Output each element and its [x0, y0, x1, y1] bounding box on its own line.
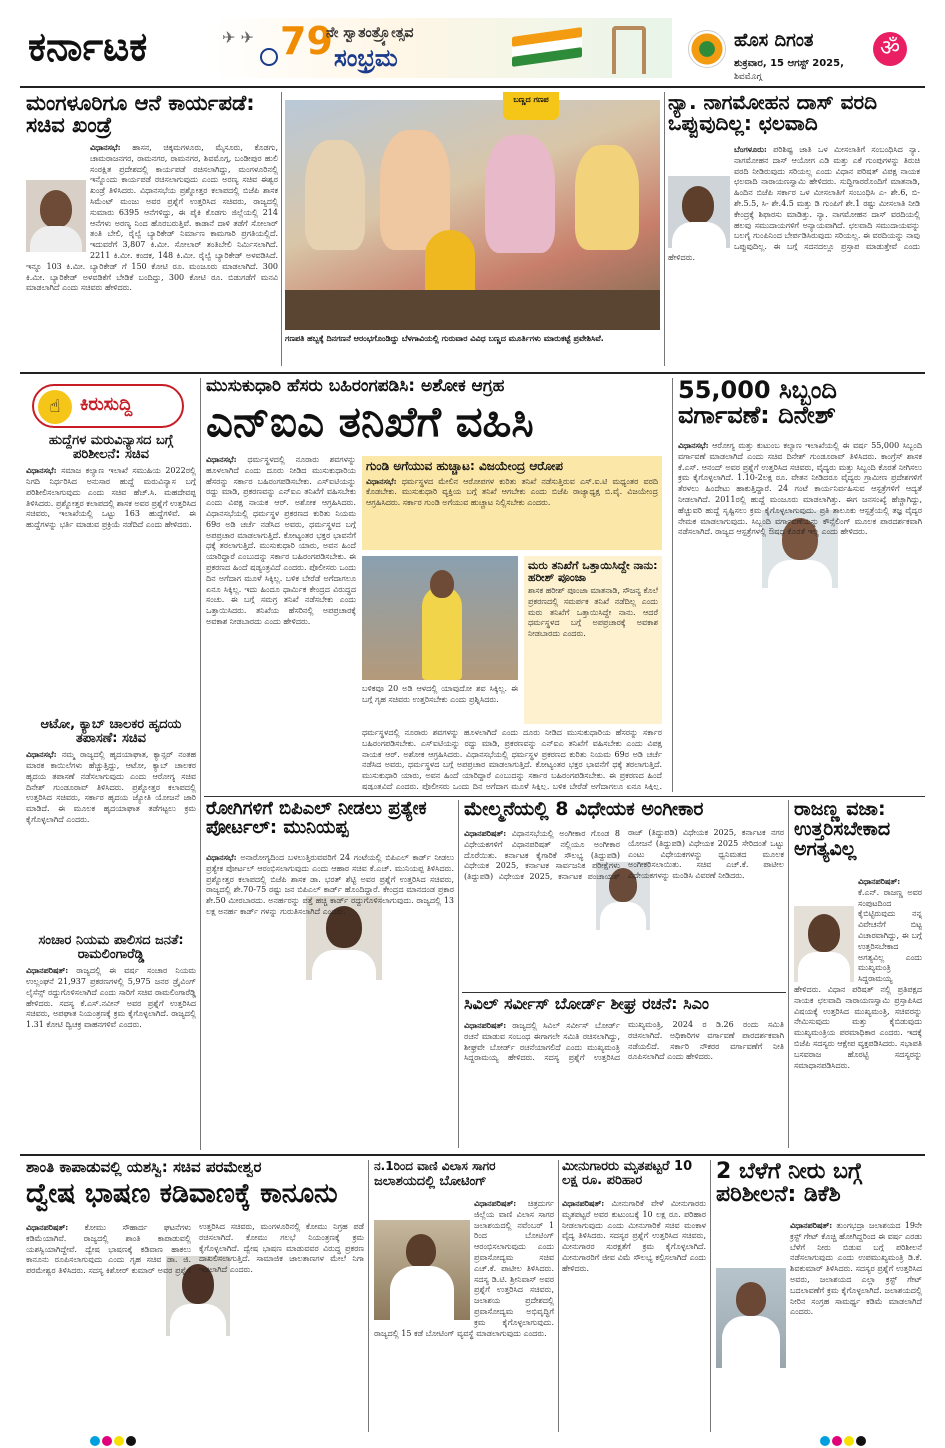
reg-dot-black-2 — [856, 1436, 866, 1446]
bills-body — [464, 828, 784, 988]
brief3-dateline: ವಿಧಾನಪರಿಷತ್: — [26, 965, 69, 976]
dks-headline: 2 ಬೆಳೆಗೆ ನೀರು ಬಗ್ಗೆ ಪರಿಶೀಲನೆ: ಡಿಕೆಶಿ — [716, 1159, 862, 1208]
col-rule-h — [558, 1160, 559, 1432]
hand-point-icon: ☝ — [38, 390, 72, 424]
col-rule-d — [672, 378, 673, 792]
bpl-dateline: ವಿಧಾನಸಭೆ: — [206, 852, 237, 862]
story-dinesh — [678, 378, 922, 792]
ganesha-idols-photo — [285, 100, 660, 330]
punja-box — [524, 556, 662, 724]
brief-item-1 — [26, 434, 196, 694]
lead-box-dateline: ವಿಧಾನಸಭೆ: — [366, 475, 397, 486]
lead-dateline: ವಿಧಾನಸಭೆ: — [206, 454, 237, 464]
story-civil-board — [464, 996, 784, 1148]
parameshwar-dateline: ವಿಧಾನಪರಿಷತ್: — [26, 1222, 69, 1232]
parameshwar-headline: ದ್ವೇಷ ಭಾಷಣ ಕಡಿವಾಣಕ್ಕೆ ಕಾನೂನು — [26, 1177, 338, 1209]
vanivilas-body — [374, 1198, 554, 1430]
story-rajanna — [794, 800, 922, 1148]
row2-rule — [204, 796, 925, 797]
col-rule-a — [281, 92, 282, 366]
brief-item-3 — [26, 934, 196, 1148]
brief2-text: ನಮ್ಮ ರಾಜ್ಯದಲ್ಲಿ ಹೃದಯಾಘಾತ, ಕ್ಯಾನ್ಸರ್ ನಂತಹ ಮಾರಕ ಕಾಯಿಲೆಗಳು ಹೆಚ್ಚುತ್ತಿದ್ದು, ಆಟೋ, ಕ್ಯಾಬ್ ಚಾಲಕರ ಹೃದಯ ತಪಾಸಣೆ ನಡೆಸಲಾಗುವುದು ಎಂದು ಆರೋಗ್ಯ ಸಚಿವ ದಿನೇಶ್ ಗುಂಡೂರಾವ್ ತಿಳಿಸಿದರು. ಪ್ರಶ್ನೋತ್ತರ ಕಲಾಪದಲ್ಲಿ ಉತ್ತರಿಸಿದ ಸಚಿವರು, ಸರ್ಕಾರ ಹೃದಯ ಜ್ಯೋತಿ ಯೋಜನೆ ಜಾರಿ ಮಾಡಿದೆ. ಈ ಮೂಲಕ ಹೃದಯಾಘಾತ ತಡೆಗಟ್ಟಲು ಕ್ರಮ ಕೈಗೊಳ್ಳಲಾಗಿದೆ ಎಂದರು. — [26, 750, 196, 825]
jet-icon: ✈ ✈ — [222, 28, 254, 47]
fishermen-dateline: ವಿಧಾನಪರಿಷತ್: — [562, 1198, 605, 1208]
parameshwar-body — [26, 1222, 364, 1430]
vanivilas-headline: ಜಲಾಶಯದಲ್ಲಿ ಬೋಟಿಂಗ್ — [374, 1173, 487, 1189]
rajanna-headline: ರಾಜಣ್ಣ ವಜಾ: ಉತ್ತರಿಸಬೇಕಾದ ಅಗತ್ಯವಿಲ್ಲ — [794, 798, 891, 860]
col-rule-g — [368, 1160, 369, 1432]
bills-dateline: ವಿಧಾನಪರಿಷತ್: — [464, 828, 507, 838]
publication-date: ಶುಕ್ರವಾರ, 15 ಆಗಸ್ಟ್ 2025, — [734, 58, 844, 69]
lead-text: ಧರ್ಮಸ್ಥಳದಲ್ಲಿ ನೂರಾರು ಶವಗಳನ್ನು ಹೂಳಲಾಗಿದೆ ಎಂದು ದೂರು ನೀಡಿದ ಮುಸುಕುಧಾರಿಯ ಹೆಸರನ್ನು ಸರ್ಕಾರ ಬಹಿರಂಗಪಡಿಸಬೇಕು. ಎಸ್ಐಟಿಯನ್ನು ರದ್ದು ಮಾಡಿ, ಪ್ರಕರಣವನ್ನು ಎನ್ಐಎ ತನಿಖೆಗೆ ವಹಿಸಬೇಕು ಎಂದು ವಿಪಕ್ಷ ನಾಯಕ ಆರ್. ಅಶೋಕ ಆಗ್ರಹಿಸಿದರು. ವಿಧಾನಸಭೆಯಲ್ಲಿ ಧರ್ಮಸ್ಥಳ ಪ್ರಕರಣದ ಕುರಿತು ನಿಯಮ 69ರ ಅಡಿ ಚರ್ಚೆ ನಡೆಸಿದ ಅವರು, ಧರ್ಮಸ್ಥಳದ ಬಗ್ಗೆ ಅಪಪ್ರಚಾರ ಮಾಡಲಾಗುತ್ತಿದೆ. ಕೋಟ್ಯಂತರ ಭಕ್ತರ ಭಾವನೆಗೆ ಧಕ್ಕೆ ತರಲಾಗುತ್ತಿದೆ. ಮುಸುಕುಧಾರಿ ಯಾರು, ಅವನ ಹಿಂದೆ ಯಾರಿದ್ದಾರೆ ಎಂಬುದನ್ನು ಸರ್ಕಾರ ಬಹಿರಂಗಪಡಿಸಬೇಕು. ಈ ಪ್ರಕರಣದ ಹಿಂದೆ ಷಡ್ಯಂತ್ರವಿದೆ ಎಂದರು. ಪೊಲೀಸರು ಒಂದು ದಿನ ಅಗೆದಾಗ ಮೂಳೆ ಸಿಕ್ಕಿಲ್ಲ. ಬಳಿಕ ಬೇರೆಡೆ ಅಗೆದಾಗಲೂ ಏನೂ ಸಿಕ್ಕಿಲ್ಲ. ಇದು ಹಿಂದೂ ಧಾರ್ಮಿಕ ಕೇಂದ್ರದ ವಿರುದ್ಧದ ಸಂಚು. ಈ ಬಗ್ಗೆ ಸಮಗ್ರ ತನಿಖೆ ನಡೆಸಬೇಕು ಎಂದು ಒತ್ತಾಯಿಸಿದರು. ತನಿಖೆಯ ಹೆಸರಿನಲ್ಲಿ ಅಪಪ್ರಚಾರಕ್ಕೆ ಅವಕಾಶ ನೀಡಬಾರದು ಎಂದು ಹೇಳಿದರು. — [206, 455, 356, 626]
story1-text: ಹಾಸನ, ಚಿಕ್ಕಮಗಳೂರು, ಮೈಸೂರು, ಕೊಡಗು, ಚಾಮರಾಜನಗರ, ರಾಮನಗರ, ರಾಮನಗರ, ಶಿವಮೊಗ್ಗ, ಬಂಡೀಪುರ ಹುಲಿ ಸಂರಕ್ಷಿತ ಪ್ರದೇಶದಲ್ಲಿ ಕಾರ್ಯಪಡೆ ರಚಿಸಲಾಗಿದ್ದು, ಮಂಗಳೂರಿನಲ್ಲಿ ಇನ್ನೊಂದು ಕಾರ್ಯಪಡೆ ರಚಿಸಲಾಗುವುದು ಎಂದು ಅರಣ್ಯ ಸಚಿವ ಈಶ್ವರ ಖಂಡ್ರೆ ತಿಳಿಸಿದರು. ವಿಧಾನಸಭೆಯ ಪ್ರಶ್ನೋತ್ತರ ಕಲಾಪದಲ್ಲಿ ಬಿಜೆಪಿ ಶಾಸಕ ಸಿಮೆಂಟ್ ಮಂಜು ಅವರ ಪ್ರಶ್ನೆಗೆ ಉತ್ತರಿಸಿದ ಸಚಿವರು, ರಾಜ್ಯದಲ್ಲಿ ಸುಮಾರು 6395 ಆನೆಗಳಿದ್ದು, ಈ ಪೈಕಿ ಕೊಡಗು ಜಿಲ್ಲೆಯಲ್ಲಿ 214 ಆನೆಗಳು ಅರಣ್ಯ ನಿಂದ ಹೊರಬರುತ್ತಿವೆ. ಕಾಡಾನೆ ದಾಳಿ ತಡೆಗೆ ಸೋಲಾರ್ ತಂತಿ ಬೇಲಿ, ರೈಲ್ವೆ ಬ್ಯಾರಿಕೇಡ್ ನಿರ್ಮಾಣ ಕಾಮಗಾರಿ ಪ್ರಗತಿಯಲ್ಲಿದೆ. ಇದುವರೆಗೆ 3,807 ಕಿ.ಮೀ. ಸೋಲಾರ್ ತಂತಿಬೇಲಿ ನಿರ್ಮಿಸಲಾಗಿದೆ. 2211 ಕಿ.ಮೀ. ಕಂದಕ, 148 ಕಿ.ಮೀ. ರೈಲ್ವೆ ಬ್ಯಾರಿಕೇಡ್ ಅಳವಡಿಸಿದೆ. ಇನ್ನೂ 103 ಕಿ.ಮೀ. ಬ್ಯಾರಿಕೇಡ್ ಗೆ 150 ಕೋಟಿ ರೂ. ಮಂಜೂರು ಮಾಡಲಾಗಿದೆ. 300 ಕಿ.ಮೀ. ಬ್ಯಾರಿಕೇಡ್ ಅಳವಡಿಕೆಗೆ ಬೇಡಿಕೆ ಬಂದಿದ್ದು, 300 ಕೋಟಿ ರೂ. ಬಿಡುಗಡೆಗೆ ಮನವಿ ಮಾಡಲಾಗಿದೆ ಎಂದು ಸಚಿವರು ಹೇಳಿದರು. — [26, 143, 278, 293]
parameshwar-kicker: ಶಾಂತಿ ಕಾಪಾಡುವಲ್ಲಿ ಯಶಸ್ವಿ: ಸಚಿವ ಪರಮೇಶ್ವರ — [26, 1158, 262, 1176]
brief3-body — [26, 965, 196, 1135]
reg-dot-yellow — [114, 1436, 124, 1446]
rajanna-dateline: ವಿಧಾನಪರಿಷತ್: — [858, 876, 901, 886]
lead-body-left — [206, 454, 356, 790]
reg-dot-cyan — [90, 1436, 100, 1446]
idol-1 — [305, 140, 365, 250]
publication-city: ಶಿವಮೊಗ್ಗ — [734, 72, 762, 82]
speaker-figure — [422, 586, 462, 680]
reg-dot-cyan-2 — [820, 1436, 830, 1446]
ganesha-caption: ಗಣಪತಿ ಹಬ್ಬಕ್ಕೆ ದಿನಗಣನೆ ಆರಂಭಗೊಂಡಿದ್ದು ಬೆಳಗಾವಿಯಲ್ಲಿ ಗುರುವಾರ ವಿವಿಧ ಬಣ್ಣದ ಮೂರ್ತಿಗಳು ಮಾರುಕಟ್ಟೆ ಪ್ರವೇಶಿಸಿವೆ. — [285, 334, 604, 343]
civil-headline: ಸಿವಿಲ್ ಸರ್ವೀಸ್ ಬೋರ್ಡ್ ಶೀಘ್ರ ರಚನೆ: ಸಿಎಂ — [464, 994, 709, 1013]
lead-box-text: ಧರ್ಮಸ್ಥಳದ ಮೇಲಿನ ಆರೋಪಗಳ ಕುರಿತು ತನಿಖೆ ನಡೆಸುತ್ತಿರುವ ಎಸ್.ಐ.ಟಿ ಮಧ್ಯಂತರ ವರದಿ ಕೊಡಬೇಕು. ಮುಸುಕುಧಾರಿ ವ್ಯಕ್ತಿಯ ಬಗ್ಗೆ ತನಿಖೆ ಆಗಬೇಕು ಎಂದು ಬಿಜೆಪಿ ರಾಜ್ಯಾಧ್ಯಕ್ಷ ಬಿ.ವೈ. ವಿಜಯೇಂದ್ರ ಆಗ್ರಹಿಸಿದರು. ಸರ್ಕಾರ ಗುಂಡಿ ಅಗೆಯುವ ಹುಚ್ಚಾಟ ನಿಲ್ಲಿಸಬೇಕು ಎಂದರು. — [366, 476, 658, 508]
fishermen-headline: ಮೀನುಗಾರರು ಮೃತಪಟ್ಟರೆ 10 ಲಕ್ಷ ರೂ. ಪರಿಹಾರ — [562, 1159, 693, 1188]
brief2-body — [26, 749, 196, 899]
ganesha-photo-block — [285, 92, 660, 364]
col-rule-e — [458, 800, 459, 1148]
civil-body — [464, 1020, 784, 1146]
reg-dot-yellow-2 — [844, 1436, 854, 1446]
fishermen-body — [562, 1198, 706, 1430]
face-shape — [430, 570, 454, 598]
lead-box-headline: ಗುಂಡಿ ಅಗೆಯುವ ಹುಚ್ಚಾಟ: ವಿಜಯೇಂದ್ರ ಆರೋಪ — [366, 459, 563, 473]
punja-headline: ಮರು ತನಿಖೆಗೆ ಒತ್ತಾಯಿಸಿದ್ದೇ ನಾನು: ಹರೀಶ್ ಪೂಂಜಾ — [528, 559, 658, 584]
rajanna-body — [794, 876, 922, 1146]
anniversary-line2: ಸಂಭ್ರಮ — [334, 44, 398, 72]
vanivilas-dateline: ವಿಧಾನಪರಿಷತ್: — [474, 1198, 517, 1208]
story-bpl — [206, 800, 454, 1148]
assembly-photo — [362, 556, 518, 680]
bpl-headline: ರೋಗಿಗಳಿಗೆ ಬಿಪಿಎಲ್ ನೀಡಲು ಪ್ರತ್ಯೇಕ ಪೋರ್ಟಲ್: ಮುನಿಯಪ್ಪ — [206, 798, 427, 838]
brief3-headline: ಸಂಚಾರ ನಿಯಮ ಪಾಲಿಸದ ಜನತೆ: ರಾಮಲಿಂಗಾರೆಡ್ಡಿ — [38, 933, 184, 962]
vanivilas-kicker: ನ.1ರಿಂದ ವಾಣಿ ವಿಲಾಸ ಸಾಗರ — [374, 1159, 496, 1173]
brief2-headline: ಆಟೋ, ಕ್ಯಾಬ್ ಚಾಲಕರ ಹೃದಯ ತಪಾಸಣೆ: ಸಚಿವ — [40, 717, 182, 746]
civil-text: ರಾಜ್ಯದಲ್ಲಿ ಸಿವಿಲ್ ಸರ್ವೀಸ್ ಬೋರ್ಡ್ ರಚನೆ ಮಾಡುವ ಸಂಬಂಧ ಈಗಾಗಲೇ ಸಮಿತಿ ರಚಿಸಲಾಗಿದ್ದು, ಶೀಘ್ರವೇ ಬೋರ್ಡ್ ರಚನೆಯಾಗಲಿದೆ ಎಂದು ಮುಖ್ಯಮಂತ್ರಿ ಸಿದ್ದರಾಮಯ್ಯ ಹೇಳಿದರು. ಸದಸ್ಯ ಪ್ರಶ್ನೆಗೆ ಉತ್ತರಿಸಿದ ಮುಖ್ಯಮಂತ್ರಿ, 2024 ರ ಡಿ.26 ರಂದು ಸಮಿತಿ ರಚಿಸಲಾಗಿದೆ. ಅಧಿಕಾರಿಗಳ ವರ್ಗಾವಣೆ ಪಾರದರ್ಶಕವಾಗಿ ನಡೆಯಲಿದೆ. ಸರ್ಕಾರಿ ನೌಕರರ ವರ್ಗಾವಣೆಗೆ ನೀತಿ ರೂಪಿಸಲಾಗಿದೆ ಎಂದು ಹೇಳಿದರು. — [464, 1020, 784, 1063]
kirusuddi-column — [26, 378, 196, 1150]
anniversary-number: 79 — [280, 19, 333, 63]
reg-dot-magenta-2 — [832, 1436, 842, 1446]
story2-headline: ನ್ಯಾ. ನಾಗಮೋಹನ ದಾಸ್ ವರದಿ ಒಪ್ಪುವುದಿಲ್ಲ: ಛಲವಾದಿ — [668, 90, 877, 135]
story1-headline: ಮಂಗಳೂರಿಗೂ ಆನೆ ಕಾರ್ಯಪಡೆ: ಸಚಿವ ಖಂಡ್ರೆ — [26, 91, 255, 138]
dks-dateline: ವಿಧಾನಪರಿಷತ್: — [790, 1220, 833, 1230]
rajanna-text: ಕೆ.ಎನ್. ರಾಜಣ್ಣ ಅವರ ಸಂಪುಟದಿಂದ ಕೈಬಿಟ್ಟಿರುವುದು ನನ್ನ ವಿವೇಚನೆಗೆ ಬಿಟ್ಟ ವಿಚಾರವಾಗಿದ್ದು, ಈ ಬಗ್ಗೆ ಉತ್ತರಿಸಬೇಕಾದ ಅಗತ್ಯವಿಲ್ಲ ಎಂದು ಮುಖ್ಯಮಂತ್ರಿ ಸಿದ್ದರಾಮಯ್ಯ ಹೇಳಿದರು. ವಿಧಾನ ಪರಿಷತ್ ನಲ್ಲಿ ಪ್ರತಿಪಕ್ಷದ ನಾಯಕ ಛಲವಾದಿ ನಾರಾಯಣಸ್ವಾಮಿ ಪ್ರಸ್ತಾಪಿಸಿದ ವಿಷಯಕ್ಕೆ ಉತ್ತರಿಸಿದ ಮುಖ್ಯಮಂತ್ರಿ, ಸಚಿವರನ್ನು ನೇಮಿಸುವುದು ಮತ್ತು ಕೈಬಿಡುವುದು ಮುಖ್ಯಮಂತ್ರಿಯ ಪರಮಾಧಿಕಾರ ಎಂದರು. ಇದಕ್ಕೆ ಬಿಜೆಪಿ ಸದಸ್ಯರು ಆಕ್ಷೇಪ ವ್ಯಕ್ತಪಡಿಸಿದರು. ಸಭಾಪತಿ ಬಸವರಾಜ ಹೊರಟ್ಟಿ ಸದಸ್ಯರನ್ನು ಸಮಾಧಾನಪಡಿಸಿದರು. — [794, 887, 922, 1070]
fishermen-text: ಮೀನುಗಾರಿಕೆ ವೇಳೆ ಮೀನುಗಾರರು ಮೃತಪಟ್ಟರೆ ಅವರ ಕುಟುಂಬಕ್ಕೆ 10 ಲಕ್ಷ ರೂ. ಪರಿಹಾರ ನೀಡಲಾಗುವುದು ಎಂದು ಮೀನುಗಾರಿಕೆ ಸಚಿವ ಮಂಕಾಳ ವೈದ್ಯ ತಿಳಿಸಿದರು. ಸದಸ್ಯರ ಪ್ರಶ್ನೆಗೆ ಉತ್ತರಿಸಿದ ಸಚಿವರು, ಮೀನುಗಾರರ ಸುರಕ್ಷತೆಗೆ ಕ್ರಮ ಕೈಗೊಳ್ಳಲಾಗಿದೆ. ಮೀನುಗಾರರಿಗೆ ಜೀವ ವಿಮೆ ಸೌಲಭ್ಯ ಕಲ್ಪಿಸಲಾಗಿದೆ ಎಂದು ಹೇಳಿದರು. — [562, 1199, 706, 1273]
lead-box-body — [366, 476, 658, 542]
paper-emblem-icon — [688, 30, 726, 68]
lead-body-bottom — [362, 728, 662, 790]
col-rule-i — [710, 1160, 711, 1432]
table-surface — [285, 290, 660, 330]
parameshwar-text: ಕೋಮು ಸೌಹಾರ್ದ ಘಟನೆಗಳು ಕಡಿಮೆಯಾಗಿವೆ. ರಾಜ್ಯದಲ್ಲಿ ಶಾಂತಿ ಕಾಪಾಡುವಲ್ಲಿ ಯಶಸ್ವಿಯಾಗಿದ್ದೇವೆ. ದ್ವೇಷ ಭಾಷಣಕ್ಕೆ ಕಡಿವಾಣ ಹಾಕಲು ಕಾನೂನು ರೂಪಿಸಲಾಗುವುದು ಎಂದು ಗೃಹ ಸಚಿವ ಡಾ. ಜಿ. ಪರಮೇಶ್ವರ ತಿಳಿಸಿದರು. ಸದಸ್ಯ ಕಿಶೋರ್ ಕುಮಾರ್ ಅವರ ಪ್ರಶ್ನೆಗೆ ಉತ್ತರಿಸಿದ ಸಚಿವರು, ಮಂಗಳೂರಿನಲ್ಲಿ ಕೋಮು ನಿಗ್ರಹ ಪಡೆ ರಚಿಸಲಾಗಿದೆ. ಕೋಮು ಗಲಭೆ ನಿಯಂತ್ರಣಕ್ಕೆ ಕ್ರಮ ಕೈಗೊಳ್ಳಲಾಗಿದೆ. ದ್ವೇಷ ಭಾಷಣ ಮಾಡುವವರ ವಿರುದ್ಧ ಪ್ರಕರಣ ದಾಖಲಿಸಲಾಗುತ್ತಿದೆ. ಸಾಮಾಜಿಕ ಜಾಲತಾಣಗಳ ಮೇಲೆ ನಿಗಾ ಇಡಲಾಗಿದೆ ಎಂದರು. — [26, 1222, 364, 1276]
brief1-text: ಸಮಾಜ ಕಲ್ಯಾಣ ಇಲಾಖೆ ಸಮುಹಿಯ 2022ರಲ್ಲಿ ನಿಗದಿ ನಿರ್ಧರಿಸಿದ ಅನುಸಾರ ಹುದ್ದೆ ಮರುವಿನ್ಯಾಸ ಬಗ್ಗೆ ಪರಿಶೀಲಿಸಲಾಗುವುದು ಎಂದು ಸಚಿವ ಹೆಚ್.ಸಿ. ಮಹದೇವಪ್ಪ ತಿಳಿಸಿದರು. ಪ್ರಶ್ನೋತ್ತರ ಕಲಾಪದಲ್ಲಿ ಶಾಸಕ ಅವರ ಪ್ರಶ್ನೆಗೆ ಉತ್ತರಿಸಿದ ಸಚಿವರು, ಇಲಾಖೆಯಲ್ಲಿ ಒಟ್ಟು 163 ಹುದ್ದೆಗಳಿವೆ. ಈ ಹುದ್ದೆಗಳನ್ನು ಭರ್ತಿ ಮಾಡುವ ಪ್ರಕ್ರಿಯೆ ನಡೆದಿದೆ ಎಂದು ಹೇಳಿದರು. — [26, 466, 196, 530]
bills-rule — [462, 992, 786, 993]
story-boating — [374, 1160, 554, 1432]
bpl-text: ಅನಾರೋಗ್ಯದಿಂದ ಬಳಲುತ್ತಿರುವವರಿಗೆ 24 ಗಂಟೆಯಲ್ಲಿ ಬಿಪಿಎಲ್ ಕಾರ್ಡ್ ನೀಡಲು ಪ್ರತ್ಯೇಕ ಪೋರ್ಟಲ್ ಆರಂಭಿಸಲಾಗುವುದು ಎಂದು ಆಹಾರ ಸಚಿವ ಕೆ.ಎಚ್. ಮುನಿಯಪ್ಪ ತಿಳಿಸಿದರು. ಪ್ರಶ್ನೋತ್ತರ ಕಲಾಪದಲ್ಲಿ ಬಿಜೆಪಿ ಶಾಸಕ ಡಾ. ಭರತ್ ಶೆಟ್ಟಿ ಅವರ ಪ್ರಶ್ನೆಗೆ ಉತ್ತರಿಸಿದ ಸಚಿವರು, ರಾಜ್ಯದಲ್ಲಿ ಶೇ.70-75 ರಷ್ಟು ಜನ ಬಿಪಿಎಲ್ ಕಾರ್ಡ್ ಹೊಂದಿದ್ದಾರೆ. ಕೇಂದ್ರದ ಮಾನದಂಡ ಪ್ರಕಾರ ಶೇ.50 ಮೀರಬಾರದು. ಅನರ್ಹರನ್ನು ಪತ್ತೆ ಹಚ್ಚಿ ಕಾರ್ಡ್ ರದ್ದುಗೊಳಿಸಲಾಗುವುದು. ರಾಜ್ಯದಲ್ಲಿ 13 ಲಕ್ಷ ಅನರ್ಹ ಕಾರ್ಡ್ ಗಳನ್ನು ಗುರುತಿಸಲಾಗಿದೆ ಎಂದರು. — [206, 853, 454, 916]
chakra-icon — [260, 48, 278, 66]
col-rule-c — [200, 378, 201, 1150]
story2-text: ಪರಿಶಿಷ್ಟ ಜಾತಿ ಒಳ ಮೀಸಲಾತಿಗೆ ಸಂಬಂಧಿಸಿದ ನ್ಯಾ. ನಾಗಮೋಹನ ದಾಸ್ ಆಯೋಗ ಎಡಿ ಮತ್ತು ಎಕೆ ಗುಂಪುಗಳನ್ನು ತಿರುಚಿ ವರದಿ ನೀಡಿರುವುದು ಸರಿಯಲ್ಲ ಎಂದು ವಿಧಾನ ಪರಿಷತ್ ವಿಪಕ್ಷ ನಾಯಕ ಛಲವಾದಿ ನಾರಾಯಣಸ್ವಾಮಿ ಹೇಳಿದರು. ಸುದ್ದಿಗಾರರೊಂದಿಗೆ ಮಾತನಾಡಿ, ಹಿಂದಿನ ಬಿಜೆಪಿ ಸರ್ಕಾರ ಒಳ ಮೀಸಲಾತಿಗೆ ಸಂಬಂಧಿಸಿ ಎ- ಶೇ.6, ಬಿ- ಶೇ.5.5, ಸಿ- ಶೇ.4.5 ಮತ್ತು ಡಿ ಗುಂಪಿಗೆ ಶೇ.1 ರಷ್ಟು ಮೀಸಲಾತಿ ನೀಡಿ ಕೇಂದ್ರಕ್ಕೆ ಶಿಫಾರಸು ಮಾಡಿತ್ತು. ನ್ಯಾ. ನಾಗಮೋಹನ ದಾಸ್ ವರದಿಯಲ್ಲಿ ಹಲವು ಸಮುದಾಯಗಳಿಗೆ ಅನ್ಯಾಯವಾಗಿದೆ. ಛಲವಾದಿ ಸಮುದಾಯವನ್ನು ಬಲಗೈ ಗುಂಪಿನಿಂದ ಬೇರ್ಪಡಿಸಿರುವುದು ಸರಿಯಲ್ಲ. ಈ ವರದಿಯನ್ನು ನಾವು ಒಪ್ಪುವುದಿಲ್ಲ. ಈ ಬಗ್ಗೆ ಸದನದಲ್ಲೂ ಪ್ರಸ್ತಾಪ ಮಾಡುತ್ತೇವೆ ಎಂದು ಹೇಳಿದರು. — [668, 145, 920, 262]
row1-rule — [20, 372, 925, 374]
reg-dot-magenta — [102, 1436, 112, 1446]
bpl-body — [206, 852, 454, 1146]
section-title: ಕರ್ನಾಟಕ — [28, 24, 148, 70]
dinesh-body — [678, 440, 922, 790]
story1-dateline: ವಿಧಾನಸಭೆ: — [90, 142, 121, 152]
civil-dateline: ವಿಧಾನಪರಿಷತ್: — [464, 1020, 507, 1030]
lead-box — [362, 456, 662, 550]
photo-tag-text: ಬಣ್ಣದ ಗಣಪ — [513, 95, 549, 104]
lead-text-cont: ಧರ್ಮಸ್ಥಳದಲ್ಲಿ ನೂರಾರು ಶವಗಳನ್ನು ಹೂಳಲಾಗಿದೆ ಎಂದು ದೂರು ನೀಡಿದ ಮುಸುಕುಧಾರಿಯ ಹೆಸರನ್ನು ಸರ್ಕಾರ ಬಹಿರಂಗಪಡಿಸಬೇಕು. ಎಸ್ಐಟಿಯನ್ನು ರದ್ದು ಮಾಡಿ, ಪ್ರಕರಣವನ್ನು ಎನ್ಐಎ ತನಿಖೆಗೆ ವಹಿಸಬೇಕು ಎಂದು ವಿಪಕ್ಷ ನಾಯಕ ಆರ್. ಅಶೋಕ ಆಗ್ರಹಿಸಿದರು. ವಿಧಾನಸಭೆಯಲ್ಲಿ ಧರ್ಮಸ್ಥಳ ಪ್ರಕರಣದ ಕುರಿತು ನಿಯಮ 69ರ ಅಡಿ ಚರ್ಚೆ ನಡೆಸಿದ ಅವರು, ಧರ್ಮಸ್ಥಳದ ಬಗ್ಗೆ ಅಪಪ್ರಚಾರ ಮಾಡಲಾಗುತ್ತಿದೆ. ಕೋಟ್ಯಂತರ ಭಕ್ತರ ಭಾವನೆಗೆ ಧಕ್ಕೆ ತರಲಾಗುತ್ತಿದೆ. ಮುಸುಕುಧಾರಿ ಯಾರು, ಅವನ ಹಿಂದೆ ಯಾರಿದ್ದಾರೆ ಎಂಬುದನ್ನು ಸರ್ಕಾರ ಬಹಿರಂಗಪಡಿಸಬೇಕು. ಈ ಪ್ರಕರಣದ ಹಿಂದೆ ಷಡ್ಯಂತ್ರವಿದೆ ಎಂದರು. ಪೊಲೀಸರು ಒಂದು ದಿನ ಅಗೆದಾಗ ಮೂಳೆ ಸಿಕ್ಕಿಲ್ಲ. ಬಳಿಕ ಬೇರೆಡೆ ಅಗೆದಾಗಲೂ ಏನೂ ಸಿಕ್ಕಿಲ್ಲ. — [362, 728, 662, 790]
story1-body — [26, 142, 278, 362]
brief3-text: ರಾಜ್ಯದಲ್ಲಿ ಈ ವರ್ಷ ಸಂಚಾರ ನಿಯಮ ಉಲ್ಲಂಘನೆ 21,937 ಪ್ರಕರಣಗಳಲ್ಲಿ 5,975 ಜನರ ಡ್ರೈವಿಂಗ್ ಲೈಸೆನ್ಸ್ ರದ್ದುಗೊಳಿಸಲಾಗಿದೆ ಎಂದು ಸಾರಿಗೆ ಸಚಿವ ರಾಮಲಿಂಗಾರೆಡ್ಡಿ ಹೇಳಿದರು. ಸದಸ್ಯ ಕೆ.ಎಸ್.ನವೀನ್ ಅವರ ಪ್ರಶ್ನೆಗೆ ಉತ್ತರಿಸಿದ ಸಚಿವರು, ಅಪಘಾತ ನಿಯಂತ್ರಣಕ್ಕೆ ಕ್ರಮ ಕೈಗೊಳ್ಳಲಾಗಿದೆ. ರಾಜ್ಯದಲ್ಲಿ 1.31 ಕೋಟಿ ದ್ವಿಚಕ್ರ ವಾಹನಗಳಿವೆ ಎಂದರು. — [26, 966, 196, 1030]
dks-text: ತುಂಗಭದ್ರಾ ಜಲಾಶಯದ 19ನೇ ಕ್ರಸ್ಟ್ ಗೇಟ್ ಕೊಚ್ಚಿ ಹೋಗಿದ್ದರಿಂದ ಈ ವರ್ಷ ಎರಡು ಬೆಳೆಗೆ ನೀರು ಬಿಡುವ ಬಗ್ಗೆ ಪರಿಶೀಲನೆ ನಡೆಸಲಾಗುವುದು ಎಂದು ಉಪಮುಖ್ಯಮಂತ್ರಿ ಡಿ.ಕೆ. ಶಿವಕುಮಾರ್ ತಿಳಿಸಿದರು. ಸದಸ್ಯರ ಪ್ರಶ್ನೆಗೆ ಉತ್ತರಿಸಿದ ಅವರು, ಜಲಾಶಯದ ಎಲ್ಲಾ ಕ್ರಸ್ಟ್ ಗೇಟ್ ಬದಲಾವಣೆಗೆ ಕ್ರಮ ಕೈಗೊಳ್ಳಲಾಗಿದೆ. ಜಲಾಶಯದಲ್ಲಿ ನೀರಿನ ಸಂಗ್ರಹ ಸಾಮರ್ಥ್ಯ ಕಡಿಮೆ ಮಾಡಲಾಗಿದೆ ಎಂದರು. — [790, 1221, 922, 1317]
dks-body — [716, 1220, 922, 1430]
story-fishermen — [562, 1160, 706, 1432]
reg-dot-black — [126, 1436, 136, 1446]
brief1-headline: ಹುದ್ದೆಗಳ ಮರುವಿನ್ಯಾಸದ ಬಗ್ಗೆ ಪರಿಶೀಲನೆ: ಸಚಿವ — [48, 433, 174, 462]
vanivilas-text: ಚಿತ್ರದುರ್ಗ ಜಿಲ್ಲೆಯ ವಾಣಿ ವಿಲಾಸ ಸಾಗರ ಜಲಾಶಯದಲ್ಲಿ ನವೆಂಬರ್ 1 ರಿಂದ ಬೋಟಿಂಗ್ ಆರಂಭಿಸಲಾಗುವುದು ಎಂದು ಪ್ರವಾಸೋದ್ಯಮ ಸಚಿವ ಎಚ್.ಕೆ. ಪಾಟೀಲ ತಿಳಿಸಿದರು. ಸದಸ್ಯ ಡಿ.ಟಿ. ಶ್ರೀನಿವಾಸ್ ಅವರ ಪ್ರಶ್ನೆಗೆ ಉತ್ತರಿಸಿದ ಸಚಿವರು, ಜಲಾಶಯ ಪ್ರದೇಶದಲ್ಲಿ ಪ್ರವಾಸೋದ್ಯಮ ಅಭಿವೃದ್ಧಿಗೆ ಕ್ರಮ ಕೈಗೊಳ್ಳಲಾಗುವುದು. ರಾಜ್ಯದಲ್ಲಿ 15 ಕಡೆ ಬೋಟಿಂಗ್ ವ್ಯವಸ್ಥೆ ಮಾಡಲಾಗುವುದು ಎಂದರು. — [374, 1199, 554, 1338]
anniversary-line1: ನೇ ಸ್ವಾತಂತ್ರ್ಯೋತ್ಸವ — [326, 25, 414, 41]
punja-text: ಶಾಸಕ ಹರೀಶ್ ಪೂಂಜಾ ಮಾತನಾಡಿ, ಸೌಜನ್ಯ ಕೊಲೆ ಪ್ರಕರಣದಲ್ಲಿ ಸಮರ್ಪಕ ತನಿಖೆ ನಡೆದಿಲ್ಲ ಎಂದು ಮರು ತನಿಖೆಗೆ ಒತ್ತಾಯಿಸಿದ್ದೇ ನಾನು. ಆದರೆ ಧರ್ಮಸ್ಥಳದ ಬಗ್ಗೆ ಅಪಪ್ರಚಾರಕ್ಕೆ ಅವಕಾಶ ನೀಡಬಾರದು ಎಂದರು. — [528, 586, 658, 639]
story-elephant-taskforce — [26, 92, 278, 362]
lead-kicker: ಮುಸುಕುಧಾರಿ ಹೆಸರು ಬಹಿರಂಗಪಡಿಸಿ: ಅಶೋಕ ಆಗ್ರಹ — [206, 376, 505, 396]
brief-item-2 — [26, 718, 196, 918]
idol-3 — [485, 135, 555, 253]
idol-4 — [575, 145, 639, 250]
story-two-crops — [716, 1160, 922, 1432]
story-bills — [464, 800, 784, 990]
kirusuddi-banner — [32, 384, 184, 428]
story-hate-speech — [26, 1160, 364, 1432]
masthead-rule — [20, 86, 925, 88]
story-nagamohan-report — [668, 92, 920, 364]
om-logo-icon: ॐ — [873, 32, 907, 66]
kirusuddi-label: ಕಿರುಸುದ್ದಿ — [80, 394, 133, 415]
dinesh-dateline: ವಿಧಾನಸಭೆ: — [678, 440, 709, 450]
brief1-dateline: ವಿಧಾನಸಭೆ: — [26, 465, 57, 476]
brief2-dateline: ವಿಧಾನಸಭೆ: — [26, 749, 57, 760]
lead-headline: ಎನ್ಐಎ ತನಿಖೆಗೆ ವಹಿಸಿ — [206, 396, 534, 446]
bills-text: ವಿಧಾನಸಭೆಯಲ್ಲಿ ಅಂಗೀಕಾರ ಗೊಂಡ 8 ವಿಧೇಯಕಗಳಿಗೆ ವಿಧಾನಪರಿಷತ್ ನಲ್ಲಿಯೂ ಅಂಗೀಕಾರ ದೊರೆಯಿತು. ಕರ್ನಾಟಕ ಕೈಗಾರಿಕೆ ಸೌಲಭ್ಯ (ತಿದ್ದುಪಡಿ) ವಿಧೇಯಕ 2025, ಕರ್ನಾಟಕ ಸಾರ್ವಜನಿಕ ಪರೀಕ್ಷೆಗಳು (ತಿದ್ದುಪಡಿ) ವಿಧೇಯಕ 2025, ಕರ್ನಾಟಕ ಪಂಚಾಯತ್ ರಾಜ್ (ತಿದ್ದುಪಡಿ) ವಿಧೇಯಕ 2025, ಕರ್ನಾಟಕ ನಗರ ಯೋಜನೆ (ತಿದ್ದುಪಡಿ) ವಿಧೇಯಕ 2025 ಸೇರಿದಂತೆ ಒಟ್ಟು ಎಂಟು ವಿಧೇಯಕಗಳನ್ನು ಧ್ವನಿಮತದ ಮೂಲಕ ಅಂಗೀಕರಿಸಲಾಯಿತು. ಸಚಿವ ಎಚ್.ಕೆ. ಪಾಟೀಲ ವಿಧೇಯಕಗಳನ್ನು ಮಂಡಿಸಿ ವಿವರಣೆ ನೀಡಿದರು. — [464, 828, 784, 882]
photo-tag — [503, 92, 559, 120]
lead-photo-caption: ಬಳಿಕವೂ 20 ಅಡಿ ಆಳದಲ್ಲಿ ಯಾವುದೋ ಶವ ಸಿಕ್ಕಿಲ್ಲ. ಈ ಬಗ್ಗೆ ಗೃಹ ಸಚಿವರು ಉತ್ತರಿಸಬೇಕು ಎಂದು ಪ್ರಶ್ನಿಸಿದರು. — [362, 684, 518, 704]
lead-story — [206, 378, 668, 792]
gate-icon — [612, 26, 646, 74]
dinesh-headline: 55,000 ಸಿಬ್ಬಂದಿ ವರ್ಗಾವಣೆ: ದಿನೇಶ್ — [678, 376, 837, 430]
paper-name: ಹೊಸ ದಿಗಂತ — [734, 30, 814, 51]
story2-body — [668, 144, 920, 362]
col-rule-b — [664, 92, 665, 366]
brief1-body — [26, 465, 196, 685]
masthead — [0, 0, 945, 88]
col-rule-f — [788, 800, 789, 1148]
bills-headline: ಮೇಲ್ಮನೆಯಲ್ಲಿ 8 ವಿಧೇಯಕ ಅಂಗೀಕಾರ — [464, 798, 704, 820]
row3-rule — [20, 1154, 925, 1156]
dinesh-text: ಆರೋಗ್ಯ ಮತ್ತು ಕುಟುಂಬ ಕಲ್ಯಾಣ ಇಲಾಖೆಯಲ್ಲಿ ಈ ವರ್ಷ 55,000 ಸಿಬ್ಬಂದಿ ವರ್ಗಾವಣೆ ಮಾಡಲಾಗಿದೆ ಎಂದು ಸಚಿವ ದಿನೇಶ್ ಗುಂಡೂರಾವ್ ತಿಳಿಸಿದರು. ಕಾಂಗ್ರೆಸ್ ಶಾಸಕ ಕೆ.ಎಸ್. ಆನಂದ್ ಅವರ ಪ್ರಶ್ನೆಗೆ ಉತ್ತರಿಸಿದ ಸಚಿವರು, ವೈದ್ಯರು ಮತ್ತು ಸಿಬ್ಬಂದಿ ಕೊರತೆ ನೀಗಿಸಲು ಕ್ರಮ ಕೈಗೊಳ್ಳಲಾಗಿದೆ. 1.10-2ಲಕ್ಷ ರೂ. ವೇತನ ನೀಡಿದರೂ ವೈದ್ಯರು ಗ್ರಾಮೀಣ ಪ್ರದೇಶಗಳಿಗೆ ತೆರಳಲು ಹಿಂದೇಟು ಹಾಕುತ್ತಿದ್ದಾರೆ. 24 ಗಂಟೆ ಕಾರ್ಯನಿರ್ವಹಿಸುವ ಆಸ್ಪತ್ರೆಗಳಿಗೆ ಆದ್ಯತೆ ನೀಡಲಾಗಿದೆ. 2011ರಲ್ಲಿ ಹುದ್ದೆ ಮಂಜೂರು ಮಾಡಲಾಗಿತ್ತು. ಈಗ ಜನಸಂಖ್ಯೆ ಹೆಚ್ಚಾಗಿದ್ದು, ಹೆಚ್ಚುವರಿ ಹುದ್ದೆ ಸೃಷ್ಟಿಸಲು ಕ್ರಮ ಕೈಗೊಳ್ಳಲಾಗುವುದು. ಪ್ರತಿ ತಾಲೂಕು ಆಸ್ಪತ್ರೆಯಲ್ಲಿ ತಜ್ಞ ವೈದ್ಯರ ನೇಮಕ ಮಾಡಲಾಗುವುದು. ಸಿಬ್ಬಂದಿ ವರ್ಗಾವಣೆಯನ್ನು ಕೌನ್ಸೆಲಿಂಗ್ ಮೂಲಕ ಪಾರದರ್ಶಕವಾಗಿ ನಡೆಸಲಾಗಿದೆ. ರಾಜ್ಯದ ಆಸ್ಪತ್ರೆಗಳಲ್ಲಿ ಔಷಧ ಕೊರತೆ ಇಲ್ಲ ಎಂದು ಹೇಳಿದರು. — [678, 441, 922, 537]
story2-dateline: ಬೆಂಗಳೂರು: — [734, 144, 767, 154]
